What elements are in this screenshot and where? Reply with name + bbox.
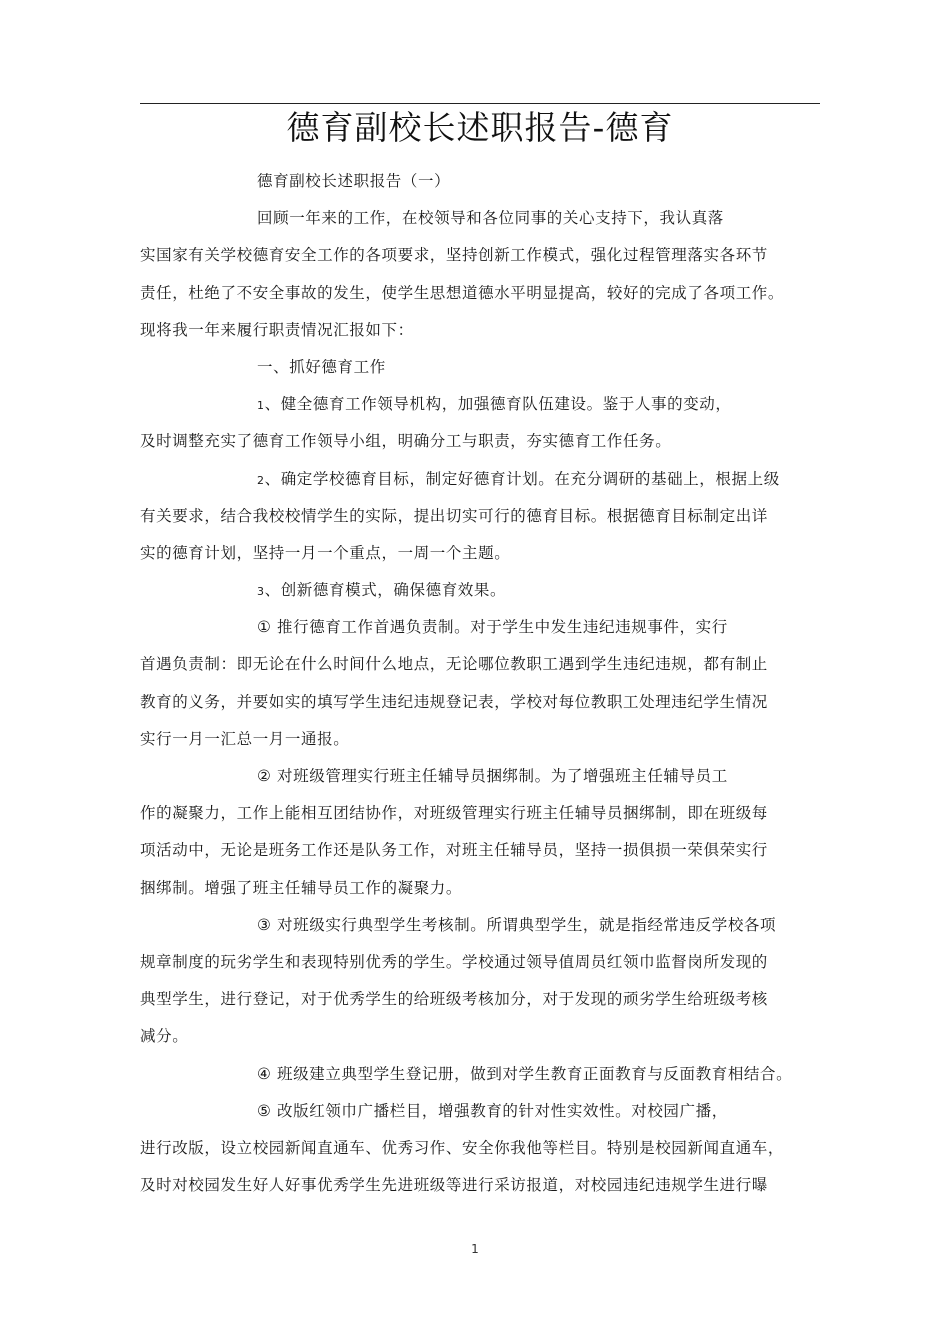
circled-item: ③ 对班级实行典型学生考核制。所谓典型学生，就是指经常违反学校各项 <box>257 915 777 934</box>
circled-item: ④ 班级建立典型学生登记册，做到对学生教育正面教育与反面教育相结合。 <box>257 1064 793 1083</box>
paragraph-line: 及时对校园发生好人好事优秀学生先进班级等进行采访报道，对校园违纪违规学生进行曝 <box>140 1176 768 1195</box>
paragraph-line: 首遇负责制：即无论在什么时间什么地点，无论哪位教职工遇到学生违纪违规，都有制止 <box>140 655 768 674</box>
paragraph-line: 及时调整充实了德育工作领导小组，明确分工与职责，夯实德育工作任务。 <box>140 432 672 451</box>
circled-item: ② 对班级管理实行班主任辅导员捆绑制。为了增强班主任辅导员工 <box>257 767 728 785</box>
circled-item: ⑤ 改版红领巾广播栏目，增强教育的针对性实效性。对校园广播， <box>257 1101 728 1120</box>
paragraph-line: 现将我一年来履行职责情况汇报如下： <box>140 320 414 339</box>
header-rule <box>140 103 820 104</box>
paragraph-line: 作的凝聚力，工作上能相互团结协作，对班级管理实行班主任辅导员捆绑制，即在班级每 <box>140 804 768 823</box>
numbered-item <box>140 572 830 609</box>
document-body <box>140 163 830 1204</box>
paragraph-line: 典型学生，进行登记，对于优秀学生的给班级考核加分，对于发现的顽劣学生给班级考核 <box>140 990 768 1009</box>
circled-item: ① 推行德育工作首遇负责制。对于学生中发生违纪违规事件，实行 <box>257 618 728 637</box>
paragraph-line: 、确定学校德育目标，制定好德育计划。在充分调研的基础上，根据上级 <box>264 469 780 488</box>
paragraph-line: 规章制度的玩劣学生和表现特别优秀的学生。学校通过领导值周员红领巾监督岗所发现的 <box>140 952 768 971</box>
paragraph-line: 捆绑制。增强了班主任辅导员工作的凝聚力。 <box>140 878 463 897</box>
numbered-item <box>140 461 830 498</box>
paragraph-line: 回顾一年来的工作，在校领导和各位同事的关心支持下，我认真落 <box>257 209 724 228</box>
paragraph-line: 实的德育计划，坚持一月一个重点，一周一个主题。 <box>140 543 511 562</box>
paragraph-line: 、创新德育模式，确保德育效果。 <box>264 581 507 600</box>
paragraph-line: 实行一月一汇总一月一通报。 <box>140 729 350 748</box>
paragraph-line: 减分。 <box>140 1027 189 1046</box>
item-number: 1 <box>257 399 265 413</box>
subtitle: 德育副校长述职报告（一） <box>257 172 451 190</box>
paragraph-line: 项活动中，无论是班务工作还是队务工作，对班主任辅导员，坚持一损俱损一荣俱荣实行 <box>140 841 768 860</box>
document-title: 德育副校长述职报告-德育 <box>286 108 674 147</box>
page-number: 1 <box>471 1242 479 1256</box>
numbered-item <box>140 386 830 423</box>
item-number: 2 <box>257 473 265 487</box>
paragraph-line: 责任，杜绝了不安全事故的发生，使学生思想道德水平明显提高，较好的完成了各项工作。 <box>140 283 785 302</box>
paragraph-line: 进行改版，设立校园新闻直通车、优秀习作、安全你我他等栏目。特别是校园新闻直通车， <box>140 1138 785 1157</box>
paragraph-line: 实国家有关学校德育安全工作的各项要求，坚持创新工作模式，强化过程管理落实各环节 <box>140 246 768 265</box>
paragraph-line: 、健全德育工作领导机构，加强德育队伍建设。鉴于人事的变动， <box>264 395 732 414</box>
paragraph-line: 教育的义务，并要如实的填写学生违纪违规登记表，学校对每位教职工处理违纪学生情况 <box>140 692 768 711</box>
item-number: 3 <box>257 585 265 599</box>
section-heading: 一、抓好德育工作 <box>257 357 386 376</box>
paragraph-line: 有关要求，结合我校校情学生的实际，提出切实可行的德育目标。根据德育目标制定出详 <box>140 506 768 525</box>
